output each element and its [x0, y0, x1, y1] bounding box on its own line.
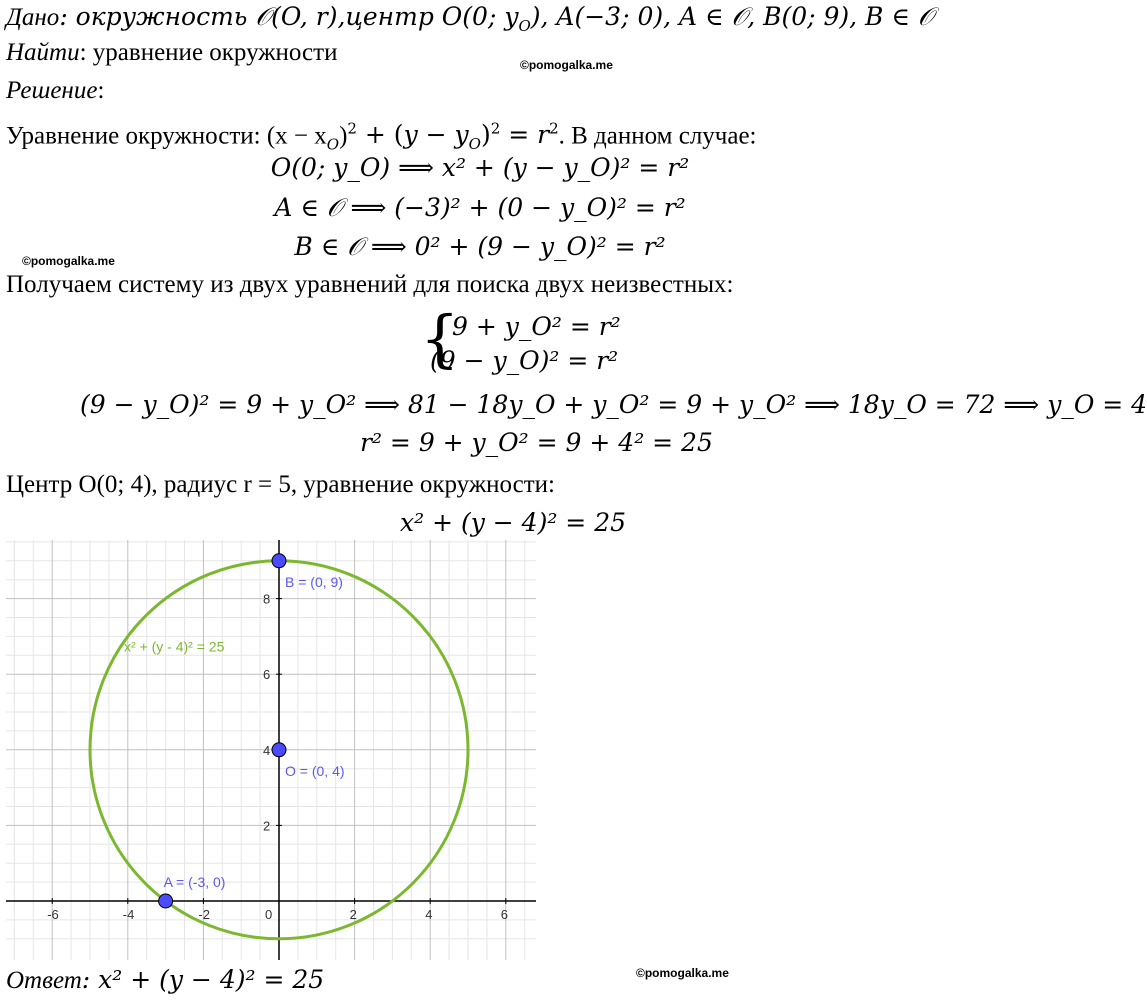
- answer-line: [6, 965, 324, 996]
- watermark-mid: ©pomogalka.me: [22, 254, 115, 268]
- equation-intro-text: Уравнение окружности: (x − x: [6, 122, 327, 150]
- y-tick-label: 2: [263, 818, 271, 834]
- find-text: : уравнение окружности: [79, 39, 338, 66]
- answer-label: Ответ: [6, 967, 82, 994]
- point-label-a: A = (-3, 0): [163, 874, 226, 890]
- y-tick-label: 4: [263, 742, 271, 758]
- x-tick-label: 6: [500, 907, 509, 922]
- solution-label: Решение: [6, 77, 98, 104]
- x-tick-label: -4: [122, 907, 135, 922]
- system-eq-1: 9 + y_O² = r²: [452, 312, 621, 341]
- system-brace: {: [420, 302, 460, 375]
- x-tick-label: 0: [265, 907, 273, 922]
- equation-intro-sub: O: [326, 135, 340, 154]
- point-label-o: O = (0, 4): [285, 762, 345, 779]
- given-text-main: : окружность 𝒪(O, r),центр O(0; y: [59, 2, 519, 31]
- point-a: [159, 894, 173, 908]
- given-line: [6, 2, 934, 41]
- step-1: O(0; y_O) ⟹ x² + (y − y_O)² = r²: [270, 153, 690, 182]
- graph: [6, 540, 536, 960]
- step-2: A ∈ 𝒪 ⟹ (−3)² + (0 − y_O)² = r²: [274, 193, 686, 222]
- x-tick-label: 2: [349, 907, 357, 922]
- derivation-2: r² = 9 + y_O² = 9 + 4² = 25: [360, 428, 713, 457]
- answer-text: : x² + (y − 4)² = 25: [81, 965, 325, 994]
- point-label-b: B = (0, 9): [285, 573, 343, 590]
- watermark-top: ©pomogalka.me: [520, 58, 613, 72]
- system-intro: Получаем систему из двух уравнений для поиска двух неизвестных:: [6, 271, 734, 298]
- system-eq-2: (9 − y_O)² = r²: [430, 346, 619, 375]
- result-text: Центр O(0; 4), радиус r = 5, уравнение окружности:: [6, 471, 555, 498]
- given-text: [59, 2, 934, 35]
- step-3: B ∈ 𝒪 ⟹ 0² + (9 − y_O)² = r²: [294, 232, 666, 261]
- find-label: Найти: [6, 39, 80, 66]
- equation-intro-mid: ): [339, 122, 348, 150]
- x-tick-label: 4: [425, 907, 433, 922]
- equation-intro-formula: $^2 + (y - y_O)^2 = r^2$: [347, 120, 559, 154]
- grid-major: [6, 540, 536, 960]
- given-text-sub: O: [518, 17, 531, 35]
- point-b: [272, 554, 286, 568]
- x-tick-label: -2: [198, 907, 210, 922]
- solution-line: [6, 76, 104, 106]
- y-tick-label: 6: [263, 667, 271, 683]
- given-label: Дано: [6, 4, 60, 31]
- watermark-bottom: ©pomogalka.me: [636, 966, 729, 980]
- circle-label: x² + (y - 4)² = 25: [124, 638, 225, 655]
- given-text-tail: ), A(−3; 0), A ∈ 𝒪, B(0; 9), B ∈ 𝒪: [530, 2, 934, 31]
- y-tick-label: 8: [263, 591, 271, 607]
- point-o: [272, 743, 286, 757]
- result-equation: x² + (y − 4)² = 25: [400, 508, 627, 537]
- solution-colon: :: [97, 77, 105, 104]
- derivation-1: (9 − y_O)² = 9 + y_O² ⟹ 81 − 18y_O + y_O² = 9 + y_O² ⟹ 18y_O = 72 ⟹ y_O = 4: [80, 390, 1147, 419]
- x-tick-label: -6: [47, 907, 59, 922]
- find-line: [6, 38, 337, 68]
- equation-intro-tail: . В данном случае:: [558, 122, 757, 150]
